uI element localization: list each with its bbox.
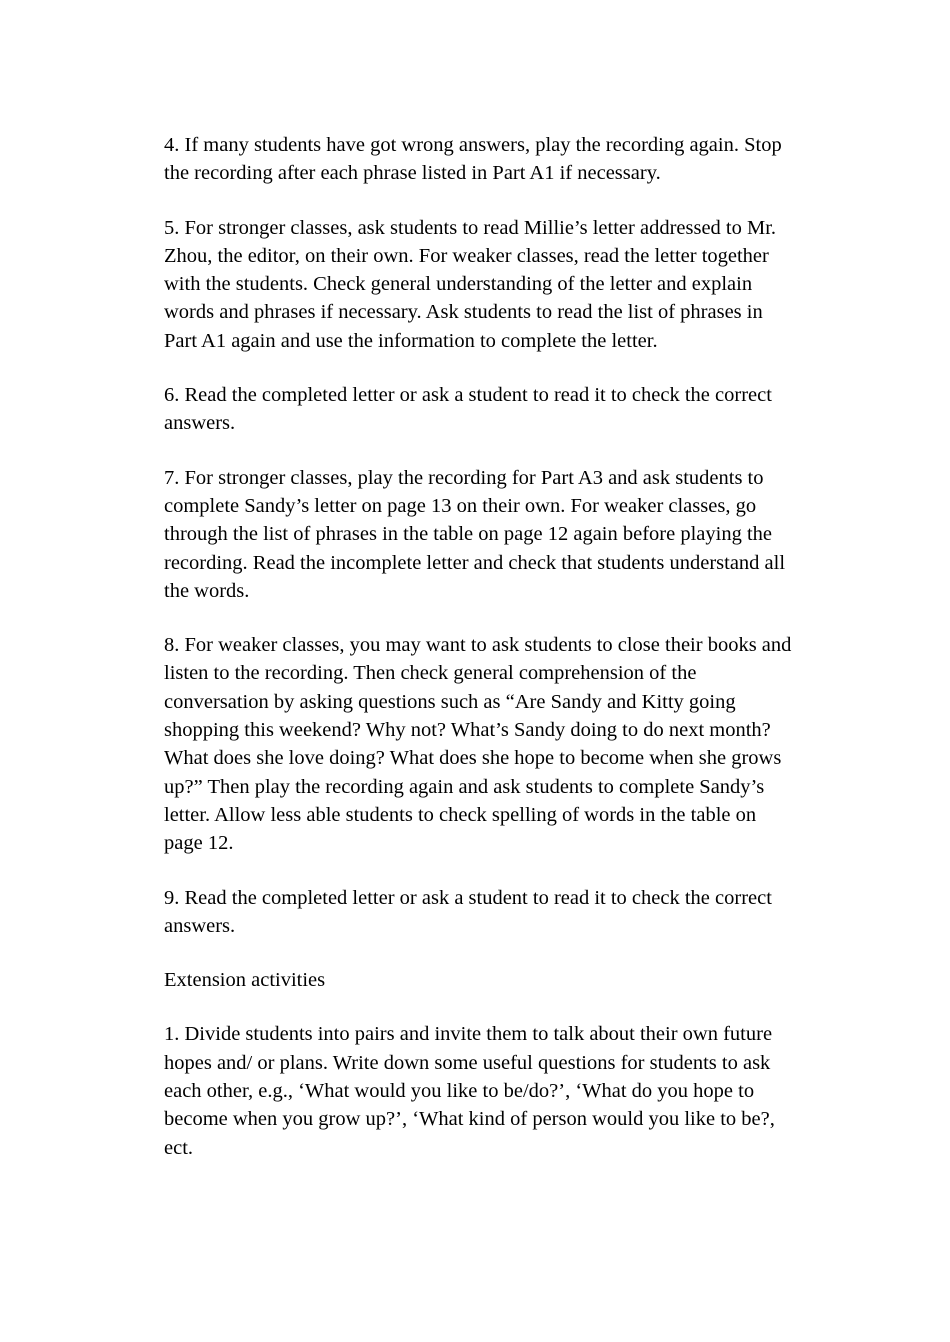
document-body — [164, 131, 794, 1188]
section-heading-extension-activities: Extension activities — [164, 969, 326, 992]
paragraph-step-4: 4. If many students have got wrong answers, play the recording again. Stop the recording after each phrase listed in Part A1 if necessary. — [164, 134, 782, 185]
paragraph-step-8: 8. For weaker classes, you may want to ask students to close their books and listen to the recording. Then check general comprehension of the conversation by asking questions such as “Are Sandy and Kitty going shopping this weekend? Why not? What’s Sandy doing to do next month? What does she love doing? What does she hope to become when she grows up?” Then play the recording again and ask students to complete Sandy’s letter. Allow less able students to check spelling of words in the table on page 12. — [164, 634, 792, 855]
paragraph-step-6: 6. Read the completed letter or ask a student to read it to check the correct answers. — [164, 384, 772, 435]
paragraph-step-5: 5. For stronger classes, ask students to read Millie’s letter addressed to Mr. Zhou, the editor, on their own. For weaker classes, read the letter together with the students. Check general understanding of the letter and explain words and phrases if necessary. Ask students to read the list of phrases in Part A1 again and use the information to complete the letter. — [164, 216, 777, 352]
paragraph-extension-1: 1. Divide students into pairs and invite them to talk about their own future hopes and/ or plans. Write down some useful questions for students to ask each other, e.g., ‘What would you like to be/do?’, ‘What do you hope to become when you grow up?’, ‘What kind of person would you like to be?, ect. — [164, 1023, 775, 1159]
paragraph-step-7: 7. For stronger classes, play the recording for Part A3 and ask students to complete Sandy’s letter on page 13 on their own. For weaker classes, go through the list of phrases in the table on page 12 again before playing the recording. Read the incomplete letter and check that students understand all the words. — [164, 466, 786, 602]
paragraph-step-9: 9. Read the completed letter or ask a student to read it to check the correct answers. — [164, 886, 772, 937]
